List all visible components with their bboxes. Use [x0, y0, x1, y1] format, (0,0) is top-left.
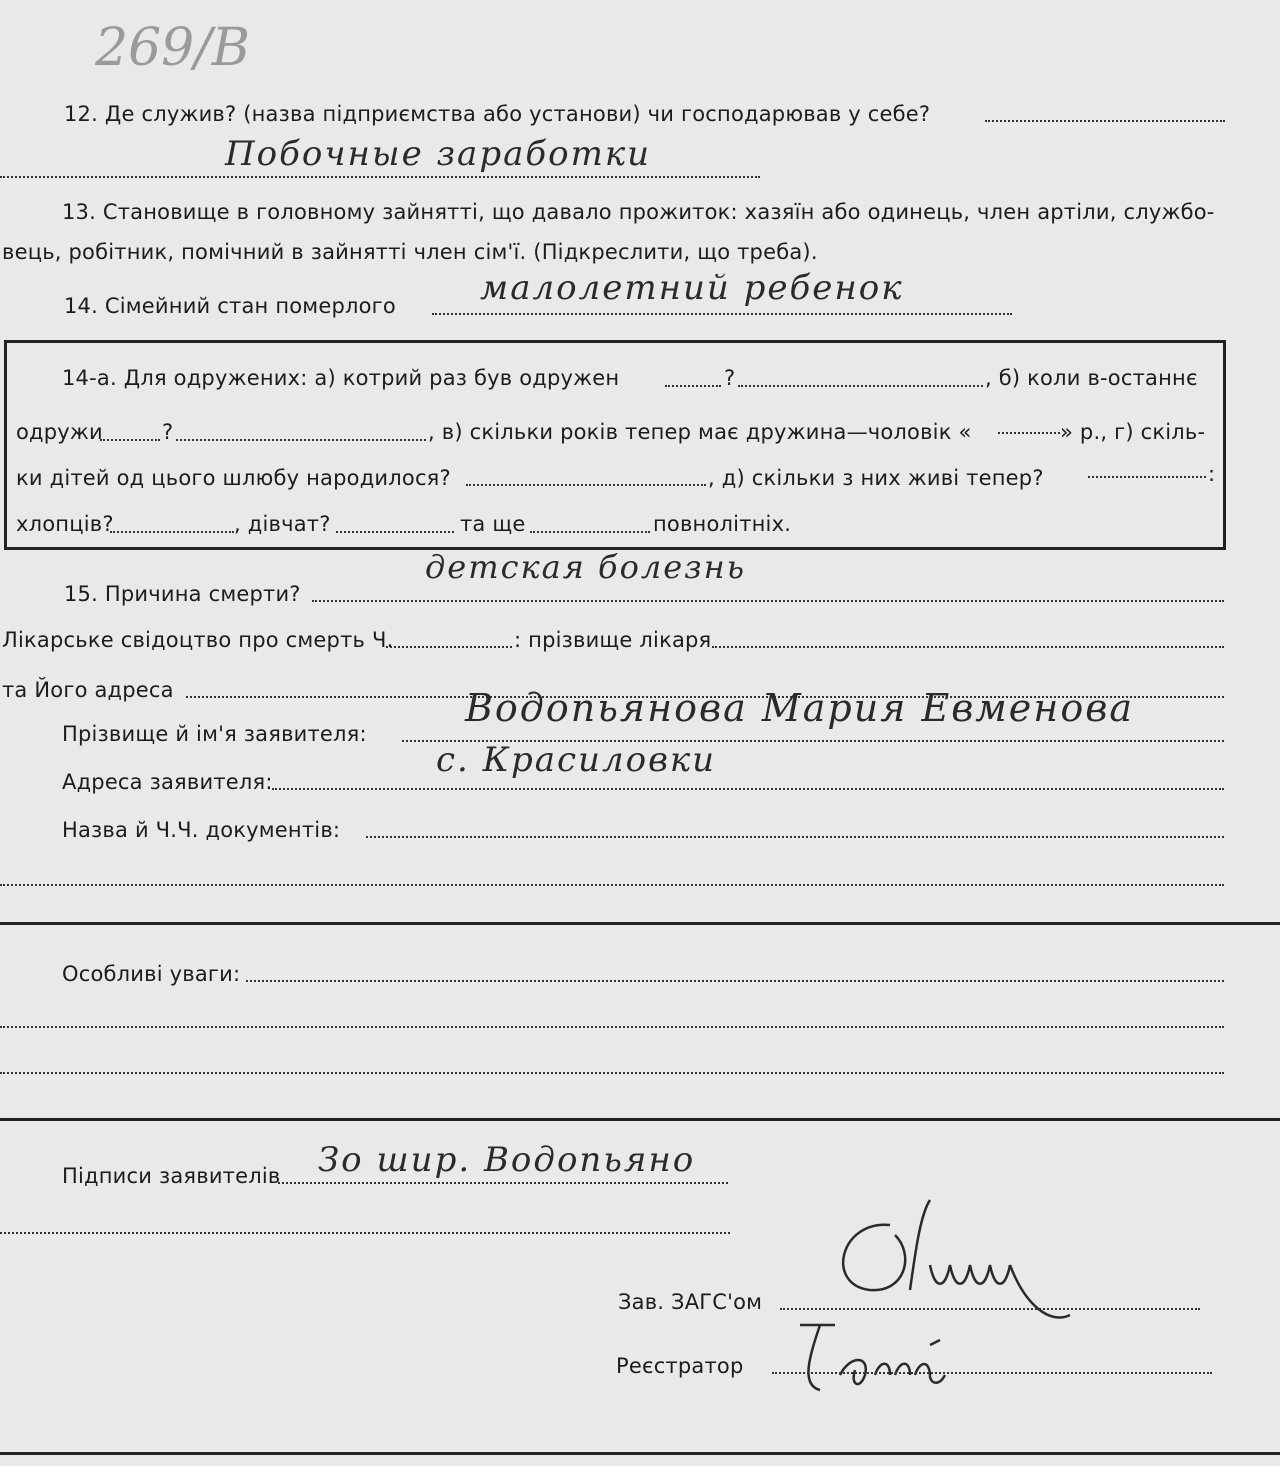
- medical-certificate-dots: [386, 646, 512, 648]
- registrar-dots: [772, 1372, 1212, 1374]
- q15-label: 15. Причина смерти?: [64, 582, 301, 606]
- registrar-label: Реєстратор: [616, 1354, 744, 1378]
- q14a-line3-c: :: [1208, 462, 1216, 486]
- q14a-line2-dots-1: [100, 439, 160, 441]
- q14a-line1-b: ?: [724, 366, 736, 390]
- q14a-line1-dots-1: [665, 385, 721, 387]
- doctor-address-label: та Його адреса: [2, 678, 174, 702]
- applicant-address-dots: [272, 788, 1224, 790]
- documents-dots: [366, 836, 1224, 838]
- doctor-surname-label: : прізвище лікаря: [514, 628, 712, 652]
- q14a-line2-d: » р., г) скіль-: [1060, 420, 1206, 444]
- zags-head-dots: [780, 1308, 1200, 1310]
- remarks-label: Особливі уваги:: [62, 962, 241, 986]
- q12-dotted-line: [985, 120, 1225, 122]
- q14a-line4-dots-3: [530, 531, 650, 533]
- remarks-dots-3: [0, 1072, 1224, 1074]
- medical-certificate-label: Лікарське свідоцтво про смерть Ч.: [2, 628, 394, 652]
- q14a-line4-c: та ще: [460, 512, 526, 536]
- applicant-address-label: Адреса заявителя:: [62, 770, 273, 794]
- zags-head-signature: [820, 1195, 1080, 1335]
- q14a-line2-b: ?: [162, 420, 174, 444]
- remarks-dots-2: [0, 1026, 1224, 1028]
- q14a-line4-dots-2: [336, 531, 454, 533]
- q14a-line4-b: , дівчат?: [234, 512, 331, 536]
- q14a-line2-a: одружи: [16, 420, 103, 444]
- q14a-line1-dots-2: [738, 385, 983, 387]
- applicant-name-label: Прізвище й ім'я заявителя:: [62, 722, 367, 746]
- q14a-line3-dots-2: [1088, 476, 1206, 478]
- remarks-dots-1: [246, 980, 1224, 982]
- q14a-line4-d: повнолітніх.: [653, 512, 792, 536]
- archive-note: 269/B: [95, 18, 250, 78]
- q14a-line1-c: , б) коли в-останнє: [985, 366, 1198, 390]
- doctor-surname-dots: [712, 646, 1224, 648]
- registrar-signature: [780, 1315, 980, 1405]
- q14-dotted-line: [432, 313, 1012, 315]
- section-divider-1: [0, 922, 1280, 925]
- documents-label: Назва й Ч.Ч. документів:: [62, 818, 341, 842]
- q15-dotted-line: [312, 600, 1224, 602]
- q13-line2: вець, робітник, помічний в зайнятті член сім'ї. (Підкреслити, що треба).: [2, 240, 818, 264]
- applicant-signatures-label: Підписи заявителів: [62, 1164, 281, 1188]
- applicant-signatures-extra-line: [0, 1232, 730, 1234]
- applicant-address-answer: с. Красиловки: [436, 740, 717, 780]
- bottom-border: [0, 1452, 1280, 1455]
- q14a-line2-c: , в) скільки років тепер має дружина—чоловік «: [428, 420, 972, 444]
- documents-extra-line: [0, 884, 1224, 886]
- q12-answer: Побочные заработки: [225, 134, 652, 174]
- q14a-line3-a: ки дітей од цього шлюбу народилося?: [16, 466, 451, 490]
- q14a-line3-dots-1: [466, 484, 706, 486]
- q14a-line2-dots-2: [176, 439, 426, 441]
- applicant-signatures-dots: [278, 1182, 728, 1184]
- q14a-line1-a: 14-а. Для одружених: а) котрий раз був одружен: [62, 366, 620, 390]
- applicant-name-answer: Водопьянова Мария Евменова: [465, 686, 1134, 730]
- q14-answer: малолетний ребенок: [480, 268, 904, 308]
- q15-answer: детская болезнь: [425, 548, 747, 586]
- q14a-line4-dots-1: [110, 531, 234, 533]
- q14a-line4-a: хлопців?: [16, 512, 114, 536]
- section-divider-2: [0, 1118, 1280, 1121]
- q13-line1: 13. Становище в головному зайнятті, що давало прожиток: хазяїн або одинець, член артіли, службо-: [62, 200, 1215, 224]
- q12-label: 12. Де служив? (назва підприємства або установи) чи господарював у себе?: [64, 102, 931, 126]
- zags-head-label: Зав. ЗАГС'ом: [618, 1290, 763, 1314]
- q12-answer-line: [0, 176, 760, 178]
- q14a-line2-dots-3: [998, 432, 1060, 434]
- applicant-signatures-answer: Зо шир. Водопьяно: [318, 1140, 696, 1180]
- q14a-line3-b: , д) скільки з них живі тепер?: [708, 466, 1044, 490]
- q14-label: 14. Сімейний стан померлого: [64, 294, 396, 318]
